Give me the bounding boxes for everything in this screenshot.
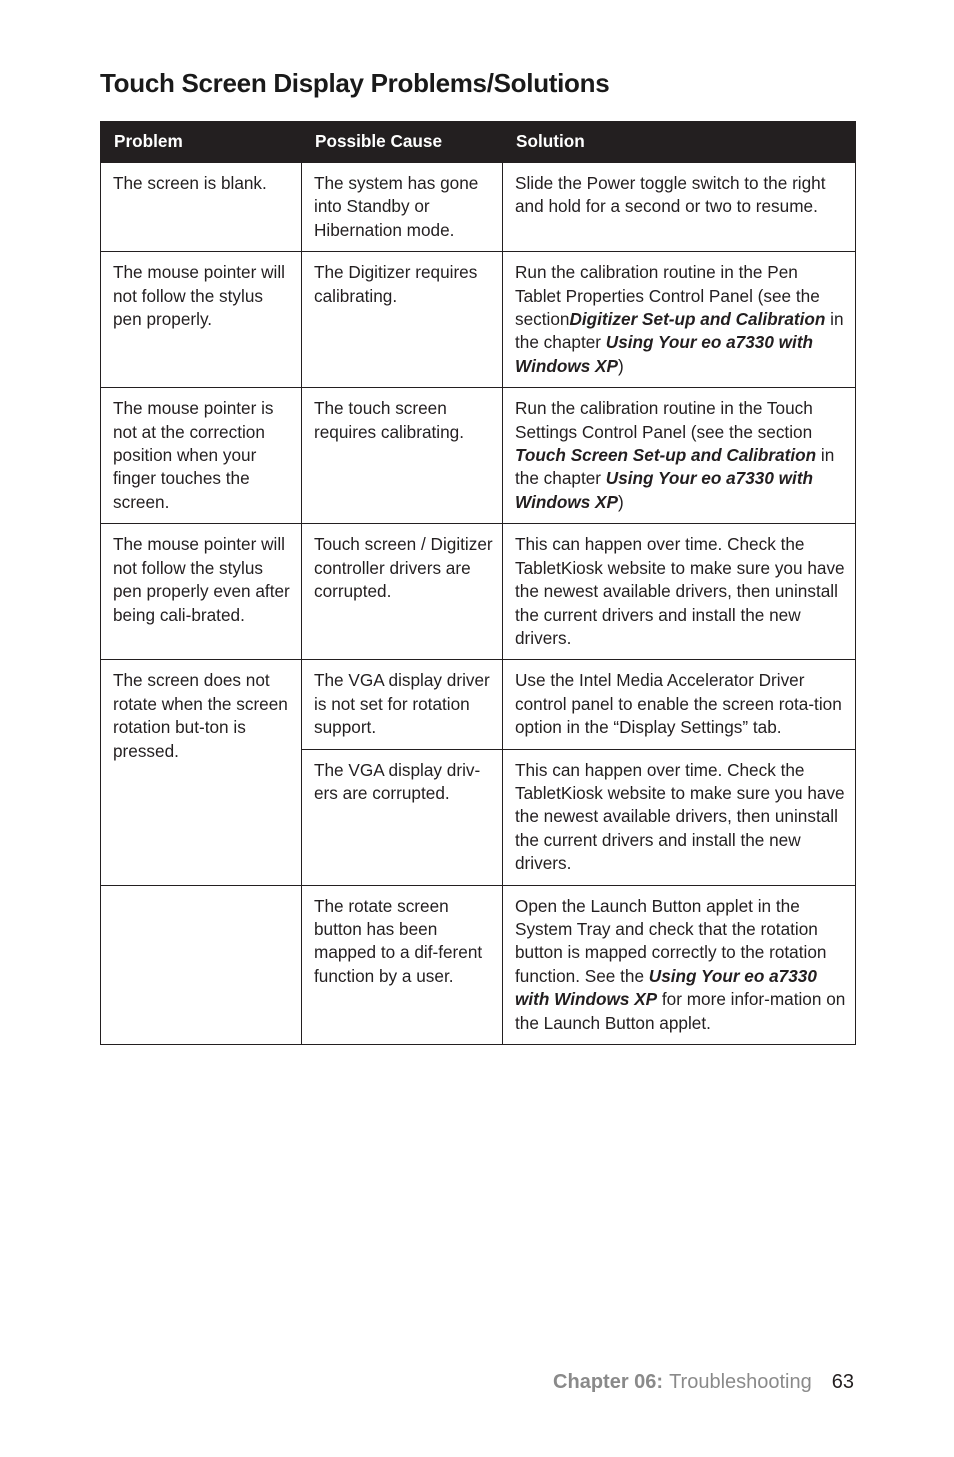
solution-cell: Use the Intel Media Accelerator Driver control panel to enable the screen rota-tion option in the “Display Settings” tab. bbox=[503, 660, 856, 749]
cause-cell: The system has gone into Standby or Hibernation mode. bbox=[302, 163, 503, 252]
table-row bbox=[101, 252, 856, 388]
solution-text: Run the calibration routine in the Touch Settings Control Panel (see the section bbox=[515, 398, 813, 442]
footer-chapter: Chapter 06: bbox=[553, 1371, 664, 1393]
page-title: Touch Screen Display Problems/Solutions bbox=[100, 68, 610, 98]
table-row bbox=[101, 660, 856, 749]
solution-cell bbox=[503, 388, 856, 524]
problem-cell: The mouse pointer will not follow the stylus pen properly. bbox=[101, 252, 302, 388]
solution-cell: This can happen over time. Check the TabletKiosk website to make sure you have the newest available drivers, then uninstall the current drivers and install the new drivers. bbox=[503, 524, 856, 660]
cause-cell: Touch screen / Digitizer controller drivers are corrupted. bbox=[302, 524, 503, 660]
table-header-row bbox=[101, 122, 856, 163]
chapter-reference: Using Your eo a7330 with Windows XP bbox=[515, 965, 817, 1010]
troubleshooting-table bbox=[100, 121, 856, 1045]
chapter-reference: Using Your eo a7330 with Windows XP bbox=[515, 468, 814, 512]
chapter-reference: Using Your eo a7330 with Windows XP bbox=[515, 332, 814, 376]
header-problem: Problem bbox=[101, 122, 302, 163]
solution-text: Open the Launch Button applet in the System Tray and check that the rotation button is mapped correctly to the rotation function. See the bbox=[515, 895, 827, 986]
footer-section: Troubleshooting bbox=[669, 1371, 812, 1393]
solution-cell: This can happen over time. Check the TabletKiosk website to make sure you have the newest available drivers, then uninstall the current drivers and install the new drivers. bbox=[503, 749, 856, 885]
cause-cell: The touch screen requires calibrating. bbox=[302, 388, 503, 524]
problem-cell bbox=[101, 885, 302, 1044]
page-footer bbox=[553, 1371, 854, 1394]
cause-cell: The VGA display driver is not set for rotation support. bbox=[302, 660, 503, 749]
table-row bbox=[101, 524, 856, 660]
solution-text: in the chapter bbox=[515, 309, 844, 353]
header-solution: Solution bbox=[503, 122, 856, 163]
solution-text: in the chapter bbox=[515, 445, 835, 489]
problem-cell: The screen is blank. bbox=[101, 163, 302, 252]
solution-text: ) bbox=[617, 355, 624, 376]
cause-cell: The rotate screen button has been mapped to a dif-ferent function by a user. bbox=[302, 885, 503, 1044]
problem-cell: The mouse pointer will not follow the stylus pen properly even after being cali-brated. bbox=[101, 524, 302, 660]
table-row bbox=[101, 163, 856, 252]
solution-text: ) bbox=[617, 491, 624, 512]
cause-cell: The Digitizer requires calibrating. bbox=[302, 252, 503, 388]
section-reference: Digitizer Set-up and Calibration bbox=[569, 309, 826, 330]
table-row bbox=[101, 885, 856, 1044]
problem-cell: The mouse pointer is not at the correction position when your finger touches the screen. bbox=[101, 388, 302, 524]
solution-text: for more infor-mation on the Launch Button applet. bbox=[515, 989, 846, 1033]
table-row bbox=[101, 388, 856, 524]
solution-cell: Slide the Power toggle switch to the right and hold for a second or two to resume. bbox=[503, 163, 856, 252]
section-reference: Touch Screen Set-up and Calibration bbox=[515, 445, 817, 466]
header-possible-cause: Possible Cause bbox=[302, 122, 503, 163]
problem-cell: The screen does not rotate when the screen rotation but-ton is pressed. bbox=[101, 660, 302, 885]
page-number: 63 bbox=[831, 1371, 854, 1393]
solution-cell bbox=[503, 885, 856, 1044]
solution-text: Run the calibration routine in the Pen Tablet Properties Control Panel (see the section bbox=[515, 262, 820, 330]
solution-cell bbox=[503, 252, 856, 388]
cause-cell: The VGA display driv-ers are corrupted. bbox=[302, 749, 503, 885]
